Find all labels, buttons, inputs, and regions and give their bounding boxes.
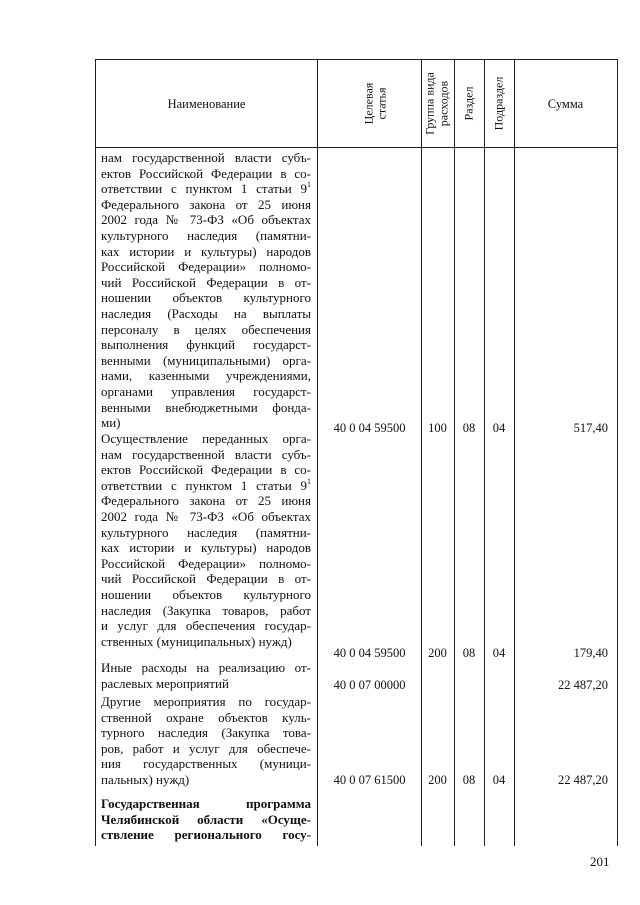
text-line: ственных (муниципальных) нужд) bbox=[101, 633, 292, 649]
cell-sum: 22 487,20 bbox=[558, 678, 608, 692]
text-line: турного наследия (Закупка това- bbox=[101, 725, 311, 741]
text-line: Российской Федерации» полномо- bbox=[101, 555, 311, 571]
text-line: венными (муниципальными) орга- bbox=[101, 352, 311, 368]
text-line: ния государственных (муници- bbox=[101, 756, 311, 772]
text-line: Федерального закона от 25 июня bbox=[101, 196, 311, 212]
text-line: ектов Российской Федерации в со- bbox=[101, 165, 311, 181]
cell-target-code: 40 0 07 61500 bbox=[333, 773, 406, 787]
header-target-line1: Целевая bbox=[361, 82, 376, 125]
header-section: Раздел bbox=[461, 86, 476, 121]
text-line: ношении объектов культурного bbox=[101, 290, 311, 306]
text-line: Российской Федерации» полномо- bbox=[101, 259, 311, 275]
row-text bbox=[101, 150, 311, 431]
cell-target-code: 40 0 04 59500 bbox=[333, 421, 406, 435]
col-divider bbox=[484, 59, 485, 846]
row-text bbox=[101, 694, 311, 788]
text-line: Иные расходы на реализацию от- bbox=[101, 660, 311, 675]
text-line: Федерального закона от 25 июня bbox=[101, 493, 311, 509]
cell-sum: 179,40 bbox=[573, 646, 608, 660]
row-text bbox=[101, 431, 311, 649]
header-sum: Сумма bbox=[547, 96, 584, 111]
text-line: наследия (Закупка товаров, работ bbox=[101, 602, 311, 618]
text-line: чий Российской Федерации в от- bbox=[101, 571, 311, 587]
text-line: 2002 года № 73-ФЗ «Об объектах bbox=[101, 508, 311, 524]
text-line: и услуг для обеспечения государ- bbox=[101, 618, 311, 634]
cell-group: 200 bbox=[428, 773, 447, 787]
text-line: ках истории и культуры) народов bbox=[101, 540, 311, 556]
text-line: нами, казенными учреждениями, bbox=[101, 368, 311, 384]
header-name: Наименование bbox=[167, 96, 246, 111]
text-line: венными внебюджетными фонда- bbox=[101, 399, 311, 415]
text-line: нам государственной власти субъ- bbox=[101, 446, 311, 462]
text-line: ствление регионального госу- bbox=[101, 827, 311, 843]
cell-group: 100 bbox=[428, 421, 447, 435]
col-divider bbox=[317, 59, 318, 846]
col-divider bbox=[454, 59, 455, 846]
text-line: Другие мероприятия по государ- bbox=[101, 694, 311, 709]
text-line: ров, работ и услуг для обеспече- bbox=[101, 740, 311, 756]
text-line: ственной охране объектов куль- bbox=[101, 709, 311, 725]
text-line: пальных) нужд) bbox=[101, 771, 190, 787]
text-line: персоналу в целях обеспечения bbox=[101, 321, 311, 337]
text-line: Осуществление переданных орга- bbox=[101, 431, 311, 446]
cell-target-code: 40 0 07 00000 bbox=[333, 678, 406, 692]
text-line: нам государственной власти субъ- bbox=[101, 150, 311, 165]
text-line: культурного наследия (памятни- bbox=[101, 524, 311, 540]
header-group-line1: Группа вида bbox=[422, 72, 437, 135]
cell-target-code: 40 0 04 59500 bbox=[333, 646, 406, 660]
text-line: наследия (Расходы на выплаты bbox=[101, 305, 311, 321]
superscript: 1 bbox=[307, 180, 311, 190]
text-line: культурного наследия (памятни- bbox=[101, 227, 311, 243]
header-subsection: Подраздел bbox=[491, 76, 506, 131]
text-line: Государственная программа bbox=[101, 796, 311, 811]
text-line: ках истории и культуры) народов bbox=[101, 243, 311, 259]
row-text bbox=[101, 796, 311, 843]
text-line: раслевых мероприятий bbox=[101, 675, 229, 691]
row-text bbox=[101, 660, 311, 691]
superscript: 1 bbox=[307, 476, 311, 486]
cell-sum: 517,40 bbox=[573, 421, 608, 435]
text-line: 2002 года № 73-ФЗ «Об объектах bbox=[101, 212, 311, 228]
text-line: чий Российской Федерации в от- bbox=[101, 274, 311, 290]
text-line: ношении объектов культурного bbox=[101, 586, 311, 602]
cell-group: 200 bbox=[428, 646, 447, 660]
text-line: ответствии с пунктом 1 статьи $9^1$ bbox=[101, 180, 311, 197]
cell-subsection: 04 bbox=[492, 773, 506, 787]
text-line: органами управления государст- bbox=[101, 383, 311, 399]
cell-subsection: 04 bbox=[492, 421, 506, 435]
cell-section: 08 bbox=[462, 646, 476, 660]
header-divider bbox=[95, 147, 617, 148]
col-divider bbox=[514, 59, 515, 846]
col-divider bbox=[421, 59, 422, 846]
cell-section: 08 bbox=[462, 421, 476, 435]
cell-section: 08 bbox=[462, 773, 476, 787]
header-target-line2: статья bbox=[374, 87, 389, 120]
text-line: ектов Российской Федерации в со- bbox=[101, 462, 311, 478]
cell-sum: 22 487,20 bbox=[558, 773, 608, 787]
text-line: ответствии с пунктом 1 статьи $9^1$ bbox=[101, 476, 311, 493]
page-number: 201 bbox=[590, 854, 610, 869]
text-line: ми) bbox=[101, 415, 121, 431]
text-line: Челябинской области «Осуще- bbox=[101, 811, 311, 827]
header-group-line2: расходов bbox=[436, 80, 451, 127]
text-line: выполнения функций государст- bbox=[101, 337, 311, 353]
cell-subsection: 04 bbox=[492, 646, 506, 660]
